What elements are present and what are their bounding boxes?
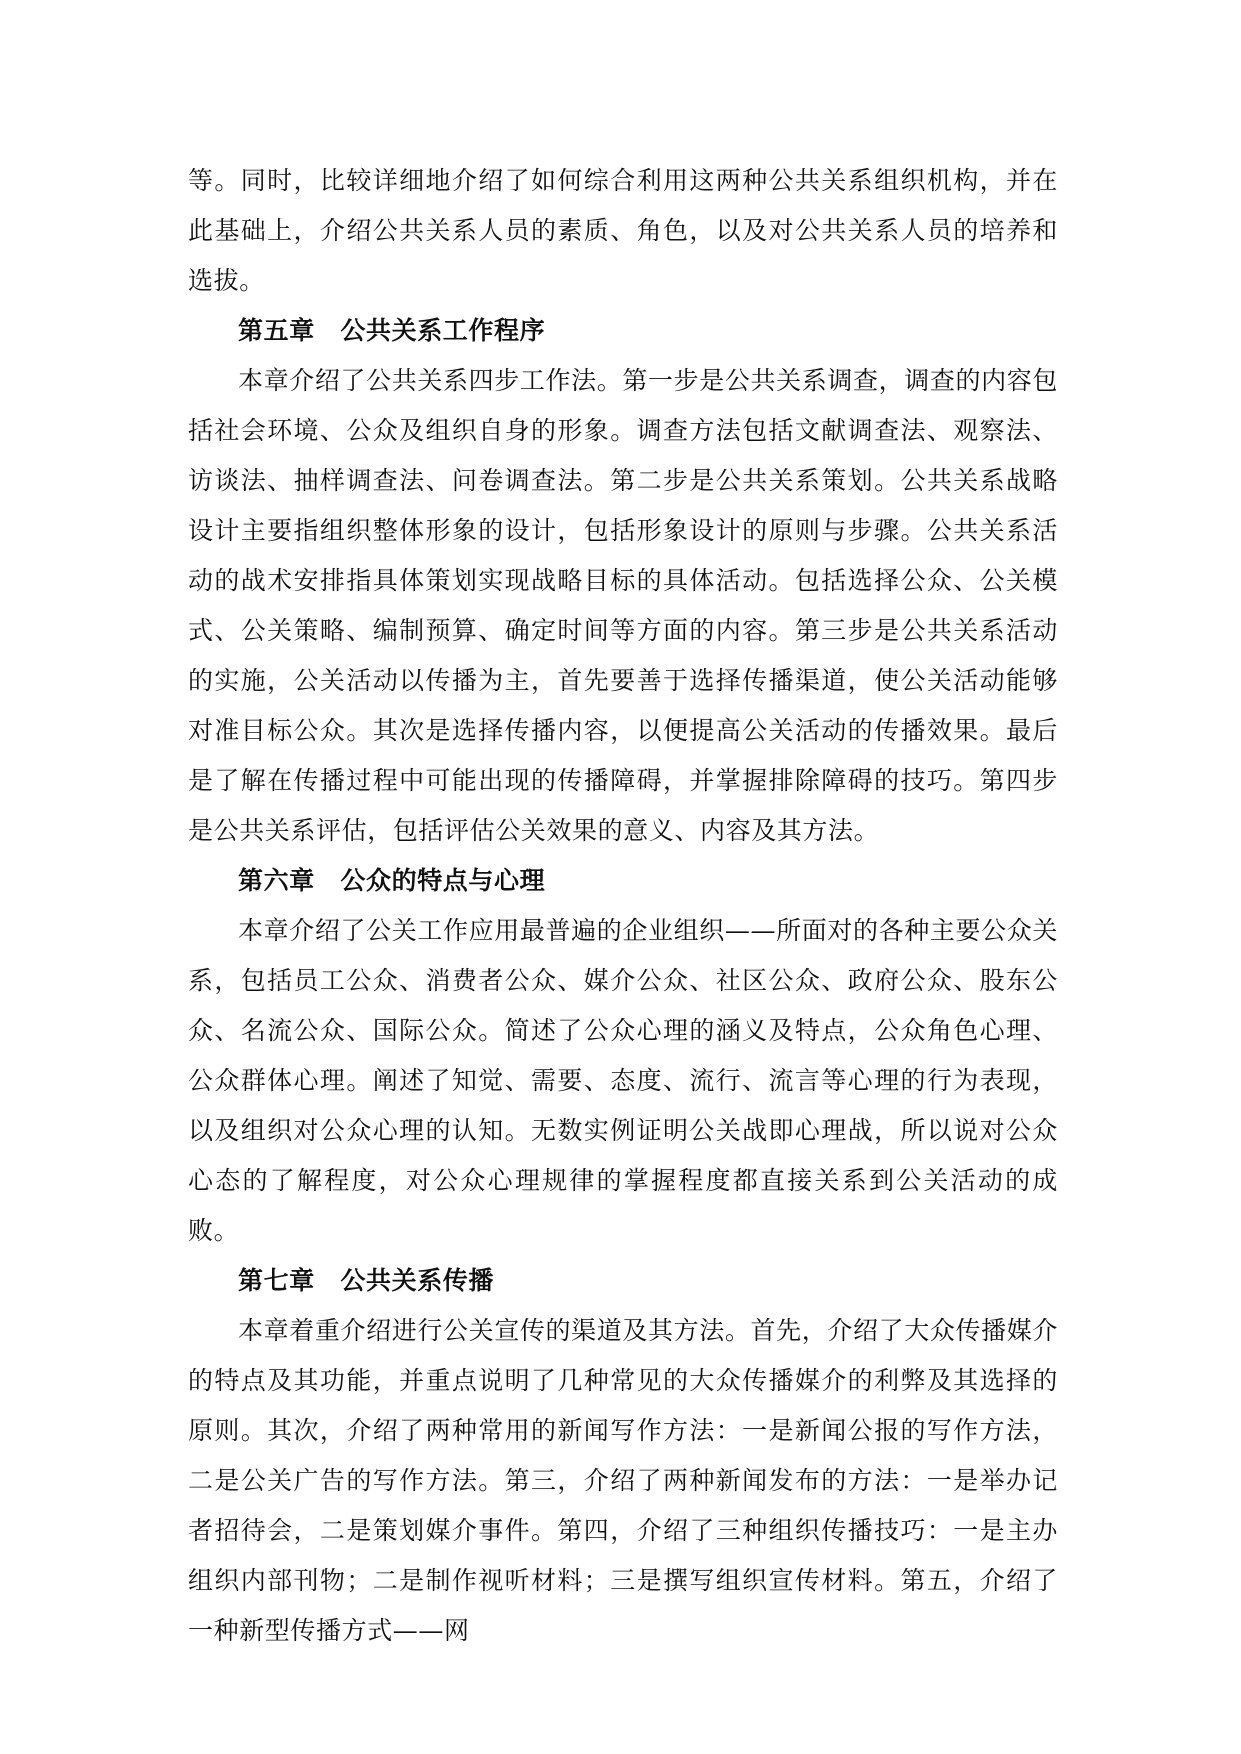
chapter7-paragraph: 本章着重介绍进行公关宣传的渠道及其方法。首先，介绍了大众传播媒介的特点及其功能，并重点说明了几种常见的大众传播媒介的利弊及其选择的原则。其次，介绍了两种常用的新闻写作方法：一是新闻公报的写作方法，二是公关广告的写作方法。第三，介绍了两种新闻发布的方法：一是举办记者招待会，二是策划媒介事件。第四，介绍了三种组织传播技巧：一是主办组织内部刊物；二是制作视听材料；三是撰写组织宣传材料。第五，介绍了一种新型传播方式——网 bbox=[188, 1316, 1058, 1645]
chapter6-paragraph: 本章介绍了公关工作应用最普遍的企业组织——所面对的各种主要公众关系，包括员工公众、消费者公众、媒介公众、社区公众、政府公众、股东公众、名流公众、国际公众。简述了公众心理的涵义及特点，公众角色心理、公众群体心理。阐述了知觉、需要、态度、流行、流言等心理的行为表现，以及组织对公众心理的认知。无数实例证明公关战即心理战，所以说对公众心态的了解程度，对公众心理规律的掌握程度都直接关系到公关活动的成败。 bbox=[188, 916, 1058, 1245]
chapter5-paragraph: 本章介绍了公共关系四步工作法。第一步是公共关系调查，调查的内容包括社会环境、公众及组织自身的形象。调查方法包括文献调查法、观察法、访谈法、抽样调查法、问卷调查法。第二步是公共关系策划。公共关系战略设计主要指组织整体形象的设计，包括形象设计的原则与步骤。公共关系活动的战术安排指具体策划实现战略目标的具体活动。包括选择公众、公关模式、公关策略、编制预算、确定时间等方面的内容。第三步是公共关系活动的实施，公关活动以传播为主，首先要善于选择传播渠道，使公关活动能够对准目标公众。其次是选择传播内容，以便提高公关活动的传播效果。最后是了解在传播过程中可能出现的传播障碍，并掌握排除障碍的技巧。第四步是公共关系评估，包括评估公关效果的意义、内容及其方法。 bbox=[188, 366, 1058, 845]
intro-paragraph: 等。同时，比较详细地介绍了如何综合利用这两种公共关系组织机构，并在此基础上，介绍公共关系人员的素质、角色，以及对公共关系人员的培养和选拔。 bbox=[188, 166, 1058, 295]
document-body bbox=[188, 156, 1058, 1656]
chapter7-heading: 第七章 公共关系传播 bbox=[238, 1266, 495, 1295]
chapter6-heading: 第六章 公众的特点与心理 bbox=[238, 866, 546, 895]
chapter5-heading: 第五章 公共关系工作程序 bbox=[238, 316, 546, 345]
